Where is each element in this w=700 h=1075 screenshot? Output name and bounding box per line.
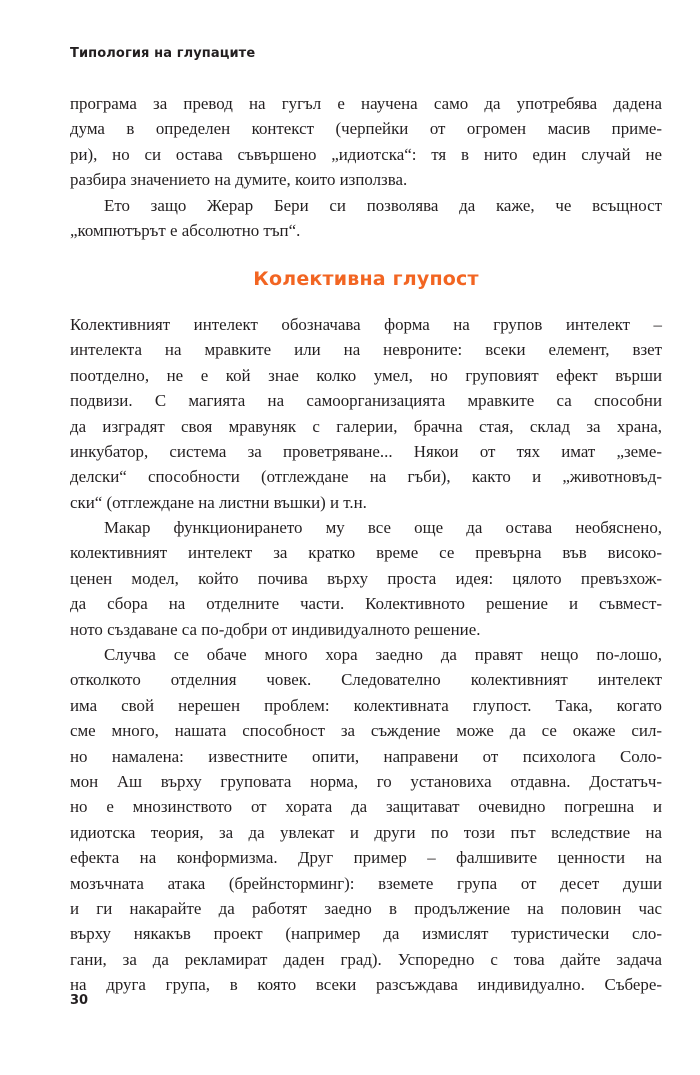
text-line: и ги накарайте да работят заедно в продължение на половин час xyxy=(70,898,662,918)
text-line: поотделно, не е кой знае колко умел, но груповият ефект върши xyxy=(70,365,662,385)
text-line: интелекта на мравките или на невроните: всеки елемент, взет xyxy=(70,340,662,360)
text-line: ски“ (отглеждане на листни въшки) и т.н. xyxy=(70,492,367,512)
text-line: идиотска теория, за да увлекат и други по този път вследствие на xyxy=(70,822,662,842)
text-line: има свой нерешен проблем: колективната глупост. Така, когато xyxy=(70,695,662,715)
text-line: Макар функционирането му все още да остава необяснено, xyxy=(104,518,662,537)
text-line: сме много, нашата способност за съждение може да се окаже сил- xyxy=(70,721,662,741)
paragraph-4 xyxy=(70,515,662,642)
running-head: Типология на глупаците xyxy=(70,46,256,61)
text-line: мозъчната атака (брейнсторминг): вземете група от десет души xyxy=(70,873,662,893)
text-line: мон Аш върху груповата норма, го установиха отдавна. Достатъч- xyxy=(70,771,662,791)
text-line: делски“ способности (отглеждане на гъби), както и „животновъд- xyxy=(70,467,662,487)
text-line: Колективният интелект обозначава форма на групов интелект – xyxy=(70,315,662,334)
paragraph-3 xyxy=(70,312,662,515)
page-number: 30 xyxy=(70,993,89,1008)
text-line: на друга група, в която всеки разсъждава индивидуално. Събере- xyxy=(70,975,662,995)
text-line: отколкото отделния човек. Следователно колективният интелект xyxy=(70,670,662,690)
text-line: ценен модел, който почива върху проста идея: цялото превъзхож- xyxy=(70,568,662,588)
text-line: ри), но си остава съвършено „идиотска“: тя в нито един случай не xyxy=(70,144,662,164)
text-line: дума в определен контекст (черпейки от огромен масив приме- xyxy=(70,119,662,139)
paragraph-1 xyxy=(70,91,662,193)
text-line: инкубатор, система за проветряване... Някои от тях имат „земе- xyxy=(70,441,662,461)
text-line: подвизи. С магията на самоорганизацията мравките са способни xyxy=(70,391,662,411)
text-line: Случва се обаче много хора заедно да правят нещо по-лошо, xyxy=(104,645,662,664)
text-line: ефекта на конформизма. Друг пример – фалшивите ценности на xyxy=(70,848,662,868)
text-line: разбира значението на думите, които използва. xyxy=(70,170,408,190)
text-line: но е мнозинството от хората да защитават очевидно погрешна и xyxy=(70,797,662,817)
section-heading: Колективна глупост xyxy=(253,268,479,290)
paragraph-2 xyxy=(70,193,662,244)
text-line: Ето защо Жерар Бери си позволява да каже, че всъщност xyxy=(104,196,662,215)
text-line: да изградят своя мравуняк с галерии, брачна стая, склад за храна, xyxy=(70,416,662,436)
text-line: но намалена: известните опити, направени от психолога Соло- xyxy=(70,746,662,766)
text-line: гани, за да рекламират даден град). Успоредно с това дайте задача xyxy=(70,949,662,969)
text-line: върху някакъв проект (например да измислят туристически сло- xyxy=(70,924,662,944)
text-line: програма за превод на гугъл е научена само да употребява дадена xyxy=(70,94,662,113)
text-line: колективният интелект за кратко време се превърна във високо- xyxy=(70,543,662,563)
text-line: „компютърът е абсолютно тъп“. xyxy=(70,221,301,241)
text-line: ното създаване са по-добри от индивидуалното решение. xyxy=(70,619,481,639)
paragraph-5 xyxy=(70,642,662,997)
text-line: да сбора на отделните части. Колективното решение и съвмест- xyxy=(70,594,662,614)
